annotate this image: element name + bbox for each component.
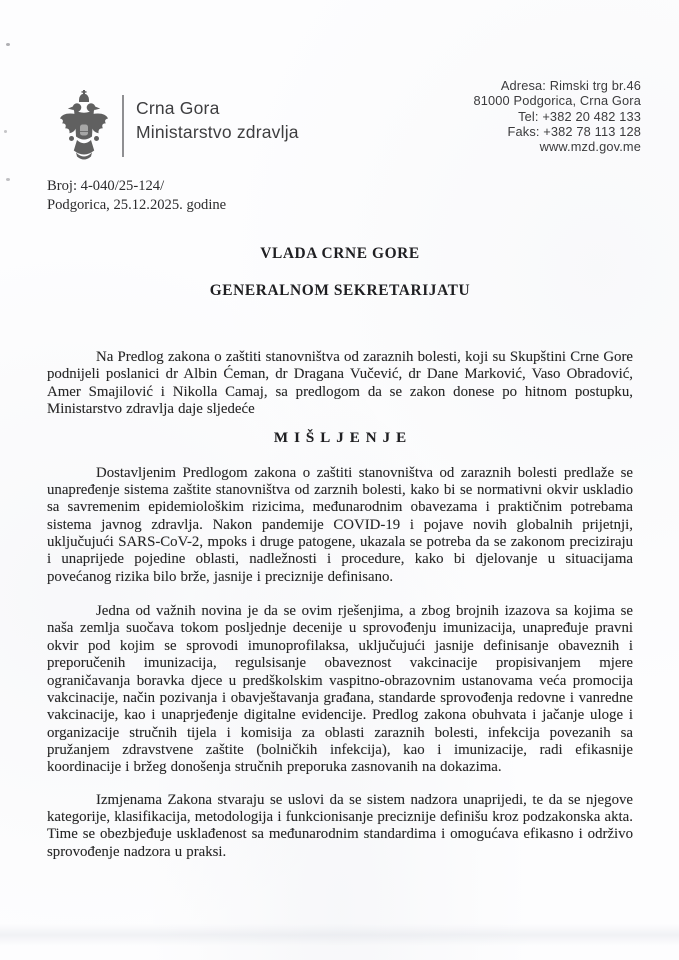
scan-artifact [4, 130, 7, 133]
opinion-heading: MIŠLJENJE [273, 430, 413, 447]
scan-artifact [6, 178, 10, 181]
reference-number: Broj: 4-040/25-124/ [47, 178, 165, 194]
org-department: Ministarstvo zdravlja [136, 122, 299, 142]
address-line-city: 81000 Podgorica, Crna Gora [473, 93, 641, 109]
reference-place-date: Podgorica, 25.12.2025. godine [47, 196, 227, 213]
recipient-line-secretariat: GENERALNOM SEKRETARIJATU [209, 282, 471, 299]
reference-block [47, 177, 226, 214]
address-block [473, 78, 641, 154]
body-paragraph-2: Jedna od važnih novina je da se ovim rješenjima, a zbog brojnih izazova sa kojima se naša zemlja suočava tokom posljednje decenije u sprovođenju imunizacija, unapređuje pravni okvir pod kojim se sprovodi imunoprofilaksa, uključujući jasnije definisanje obaveznih i preporučenih imunizacija, regulsisanje obaveznost vakcinacije propisivanjem mjere ograničavanja boravka djece u predškolskim vaspitno-obrazovnim ustanovama veća promocija vakcinacije, način pozivanja i obavještavanja građana, standarde sprovođenja redovne i vanredne vakcinacije, kao i unaprjeđenje digitalne evidencije. Predlog zakona obuhvata i jačanje uloge i organizacije stručnih tijela i komisija za oblasti zaraznih bolesti, infekcija povezanih sa pružanjem zdravstvene zaštite (bolničkih infekcija), kao i imunizacije, radi efikasnije koordinacije i bržeg donošenja stručnih preporuka zasnovanih na dokazima. [47, 603, 633, 776]
address-line-fax: Faks: +382 78 113 128 [507, 123, 641, 139]
scan-shadow-band [0, 924, 679, 946]
scan-artifact [6, 43, 10, 46]
ministry-logo [57, 90, 299, 164]
address-line-tel: Tel: +382 20 482 133 [518, 108, 641, 124]
letter-body [47, 332, 633, 861]
body-paragraph-1: Dostavljenim Predlogom zakona o zaštiti stanovništva od zaraznih bolesti predlaže se unapređenje sistema zaštite stanovništva od zarznih bolesti, kako bi se normativni okvir uskladio sa savremenim epidemiološkim rizicima, međunarodnim obavezama i praktičnim potrebama sistema javnog zdravlja. Nakon pandemije COVID-19 i pojave novih globalnih prijetnji, uključujući SARS-CoV-2, mpoks i druge patogene, ukazala se potreba da se zakonom preciziraju i unaprijede pojedine oblasti, nadležnosti i procedure, kako bi djelovanje u situacijama povećanog rizika bilo brže, jasnije i preciznije definisano. [47, 464, 633, 585]
coat-of-arms-icon [57, 90, 111, 164]
logo-divider [122, 95, 124, 157]
org-name: Crna Gora [136, 98, 220, 118]
recipient-line-government: VLADA CRNE GORE [260, 245, 420, 262]
address-line-website: www.mzd.gov.me [539, 139, 641, 155]
intro-paragraph: Na Predlog zakona o zaštiti stanovništva od zaraznih bolesti, koji su Skupštini Crne Gore podnijeli poslanici dr Albin Ćeman, dr Dragana Vučević, dr Dane Marković, Vaso Obradović, Amer Smajilović i Nikolla Camaj, sa predlogom da se zakon donese po hitnom postupku, Ministarstvo zdravlja daje sljedeće [47, 349, 633, 418]
body-paragraph-3: Izmjenama Zakona stvaraju se uslovi da se sistem nadzora unaprijedi, te da se njegove kategorije, klasifikacija, metodologija i funkcionisanje preciznije definišu kroz podzakonska akta. Time se obezbjeđuje usklađenost sa međunarodnim standardima i omogućava efikasno i održivo sprovođenje nadzora u praksi. [47, 791, 633, 860]
address-line-street: Adresa: Rimski trg br.46 [500, 78, 641, 93]
